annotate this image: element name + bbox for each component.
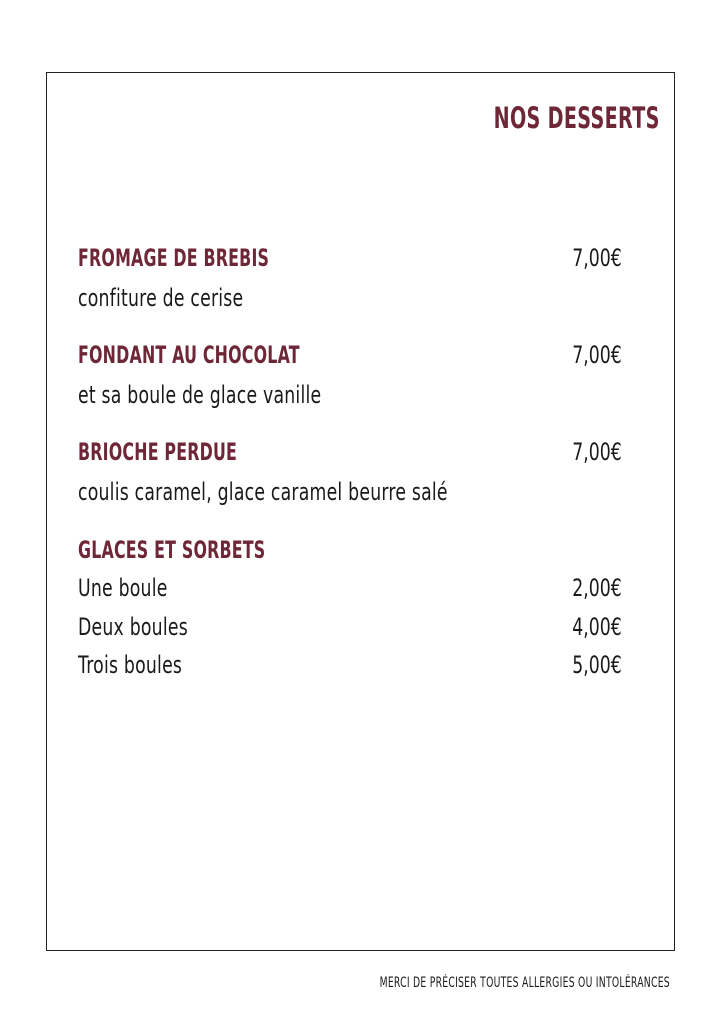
glace-option-label: Deux boules xyxy=(78,613,188,641)
item-description: et sa boule de glace vanille xyxy=(78,381,322,409)
glace-option-price: 4,00€ xyxy=(572,613,622,641)
item-price: 7,00€ xyxy=(572,438,622,466)
item-description: confiture de cerise xyxy=(78,284,244,312)
glace-option-price: 5,00€ xyxy=(572,651,622,679)
item-description: coulis caramel, glace caramel beurre salé xyxy=(78,478,448,506)
section-heading: GLACES ET SORBETS xyxy=(78,536,266,564)
item-name: FONDANT AU CHOCOLAT xyxy=(78,341,300,369)
glace-option-label: Trois boules xyxy=(78,651,183,679)
item-name: FROMAGE DE BREBIS xyxy=(78,244,270,272)
item-price: 7,00€ xyxy=(572,341,622,369)
menu-border xyxy=(46,72,675,951)
glace-option-label: Une boule xyxy=(78,574,168,602)
item-name: BRIOCHE PERDUE xyxy=(78,438,238,466)
glace-option-price: 2,00€ xyxy=(572,574,622,602)
item-price: 7,00€ xyxy=(572,244,622,272)
menu-title: NOS DESSERTS xyxy=(493,101,660,135)
allergy-notice: MERCI DE PRÉCISER TOUTES ALLERGIES OU INTOLÉRANCES xyxy=(379,975,670,991)
